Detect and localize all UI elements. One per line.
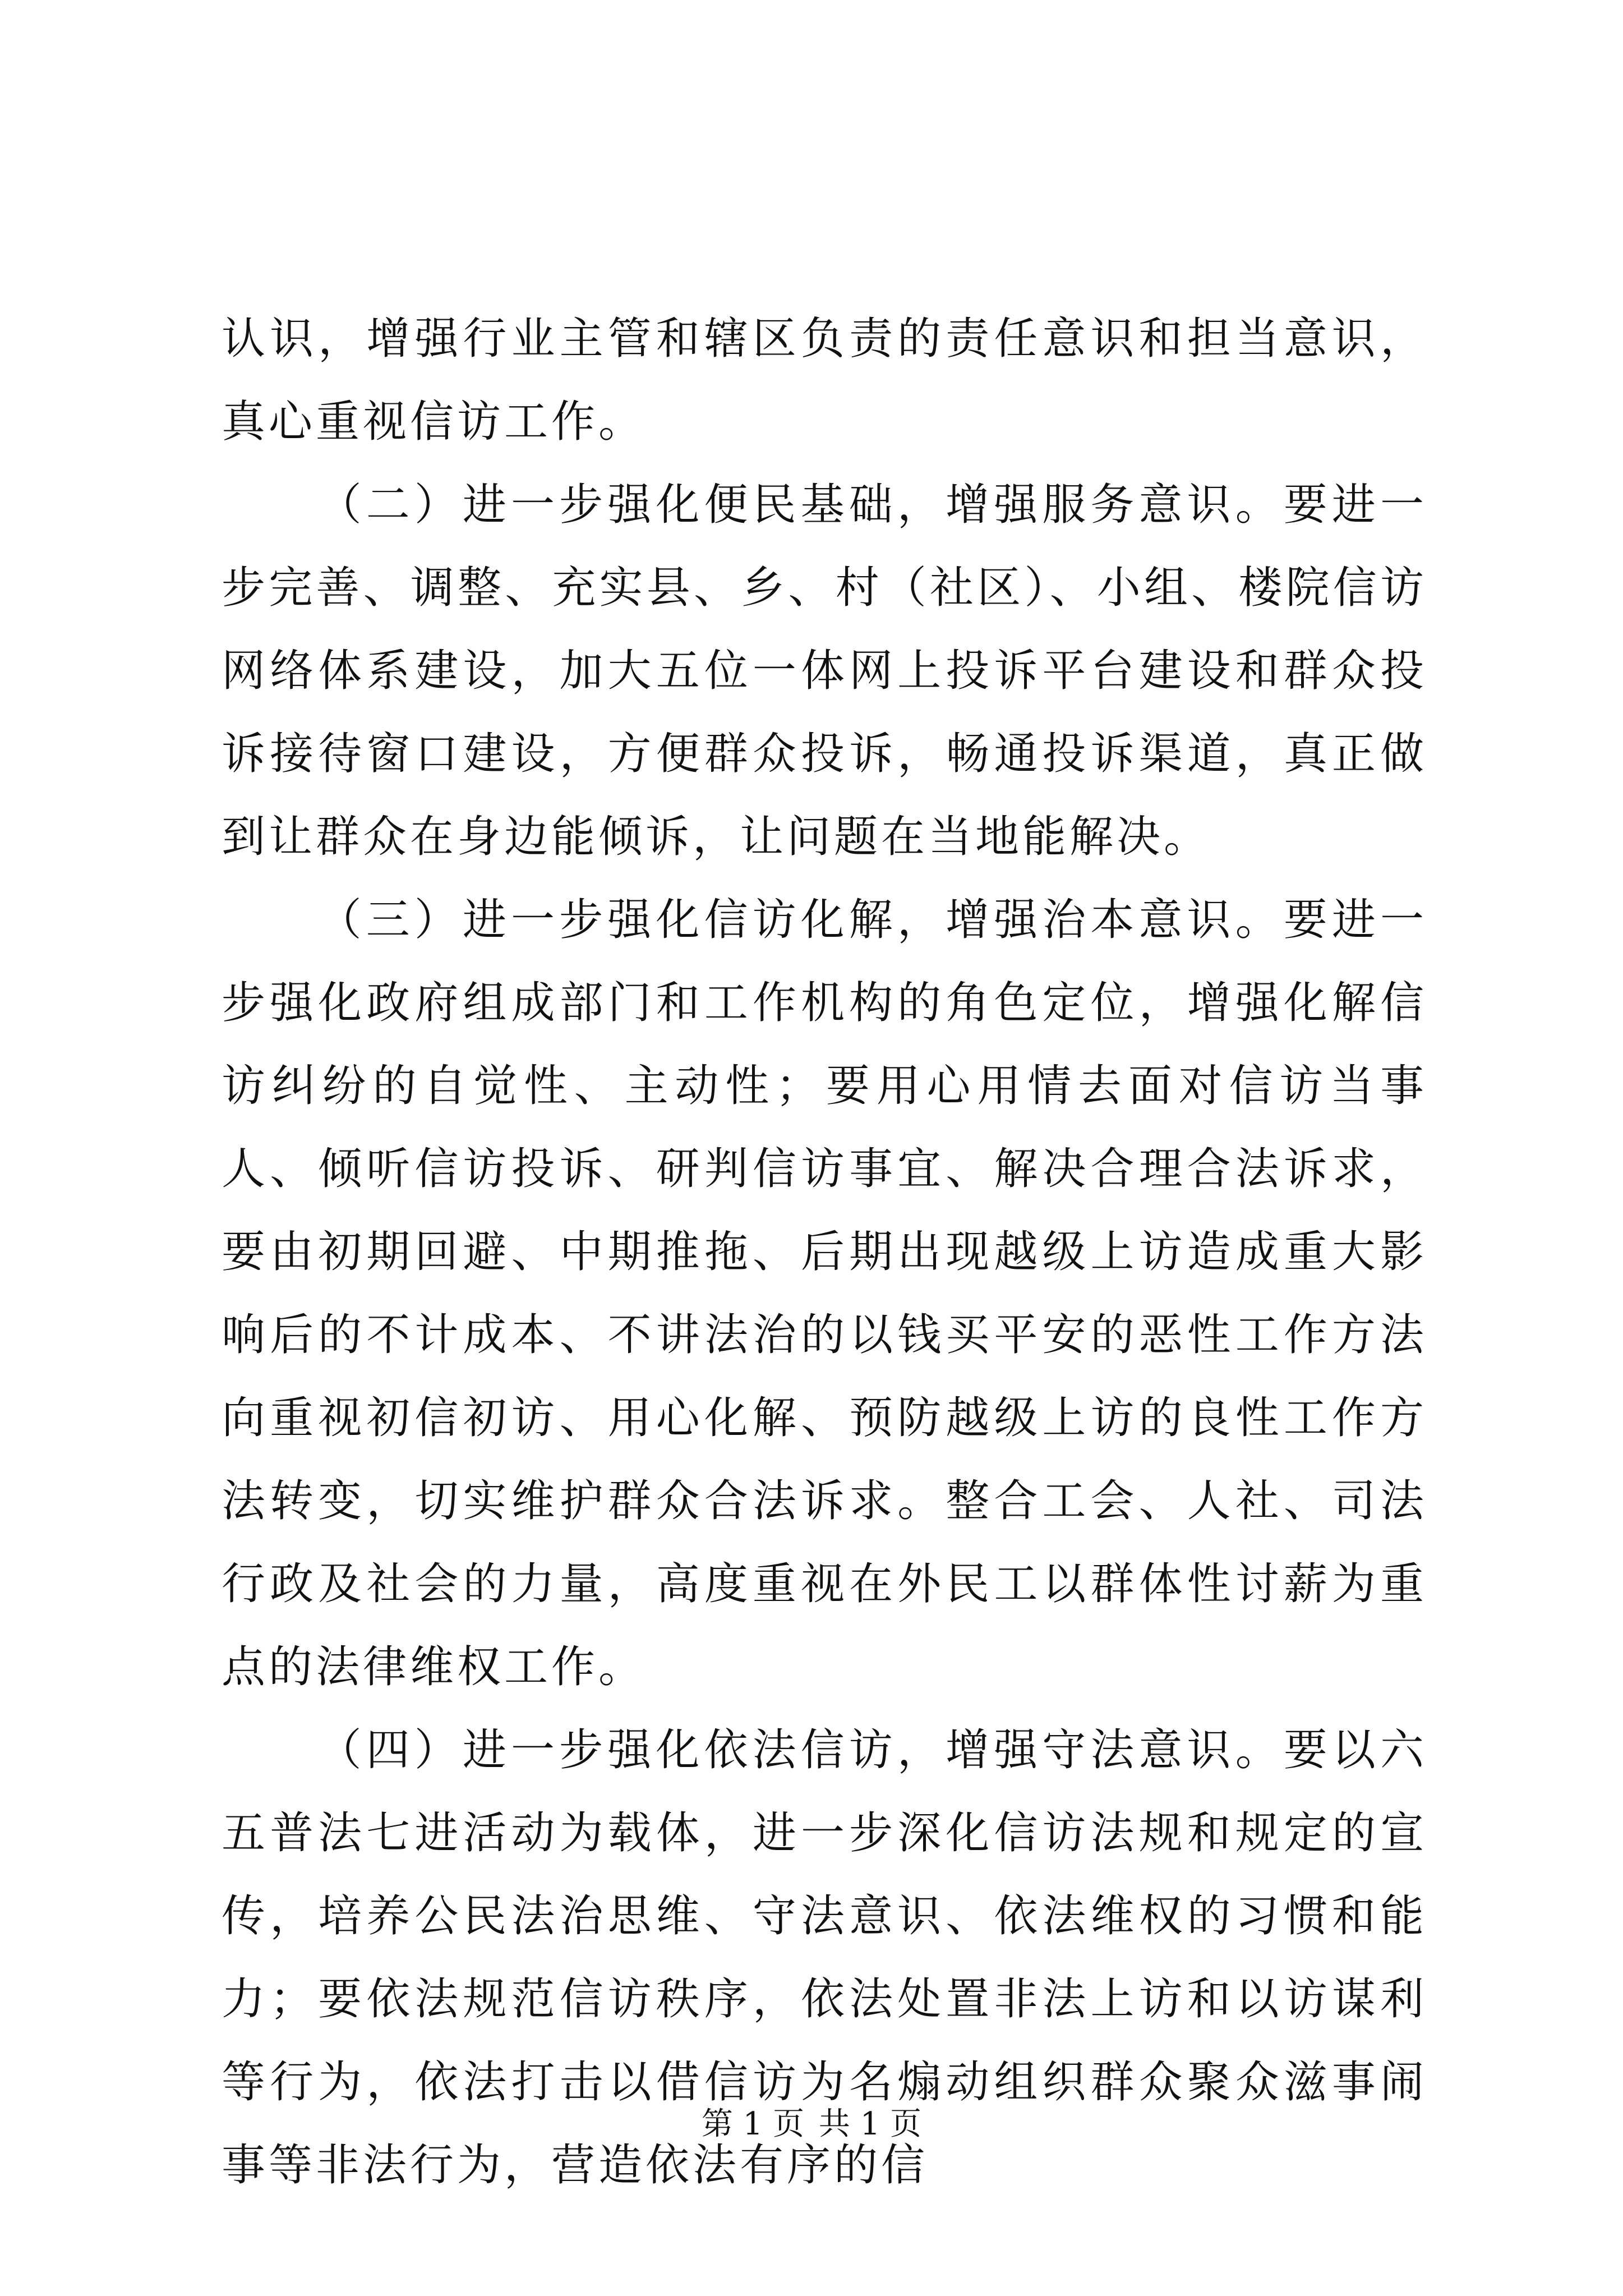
page-total: 共 1 页 <box>818 2106 922 2142</box>
paragraph-continuation: 认识，增强行业主管和辖区负责的责任意识和担当意识，真心重视信访工作。 <box>222 314 1427 447</box>
paragraph-section-3: （三）进一步强化信访化解，增强治本意识。要进一步强化政府组成部门和工作机构的角色定位，增强化解信访纠纷的自觉性、主动性；要用心用情去面对信访当事人、倾听信访投诉、研判信访事宜、解决合理合法诉求，要由初期回避、中期推拖、后期出现越级上访造成重大影响后的不计成本、不讲法治的以钱买平安的恶性工作方法向重视初信初访、用心化解、预防越级上访的良性工作方法转变，切实维护群众合法诉求。整合工会、人社、司法行政及社会的力量，高度重视在外民工以群体性讨薪为重点的法律维权工作。 <box>222 895 1427 1692</box>
paragraph-section-4: （四）进一步强化依法信访，增强守法意识。要以六五普法七进活动为载体，进一步深化信访法规和规定的宣传，培养公民法治思维、守法意识、依法维权的习惯和能力；要依法规范信访秩序，依法处置非法上访和以访谋利等行为，依法打击以借信访为名煽动组织群众聚众滋事闹事等非法行为，营造依法有序的信 <box>222 1725 1427 2191</box>
page-footer <box>0 2105 1623 2144</box>
document-body <box>222 297 1427 2207</box>
paragraph-section-2: （二）进一步强化便民基础，增强服务意识。要进一步完善、调整、充实县、乡、村（社区）、小组、楼院信访网络体系建设，加大五位一体网上投诉平台建设和群众投诉接待窗口建设，方便群众投诉，畅通投诉渠道，真正做到让群众在身边能倾诉，让问题在当地能解决。 <box>222 480 1427 862</box>
page-number: 第 1 页 <box>701 2106 805 2142</box>
